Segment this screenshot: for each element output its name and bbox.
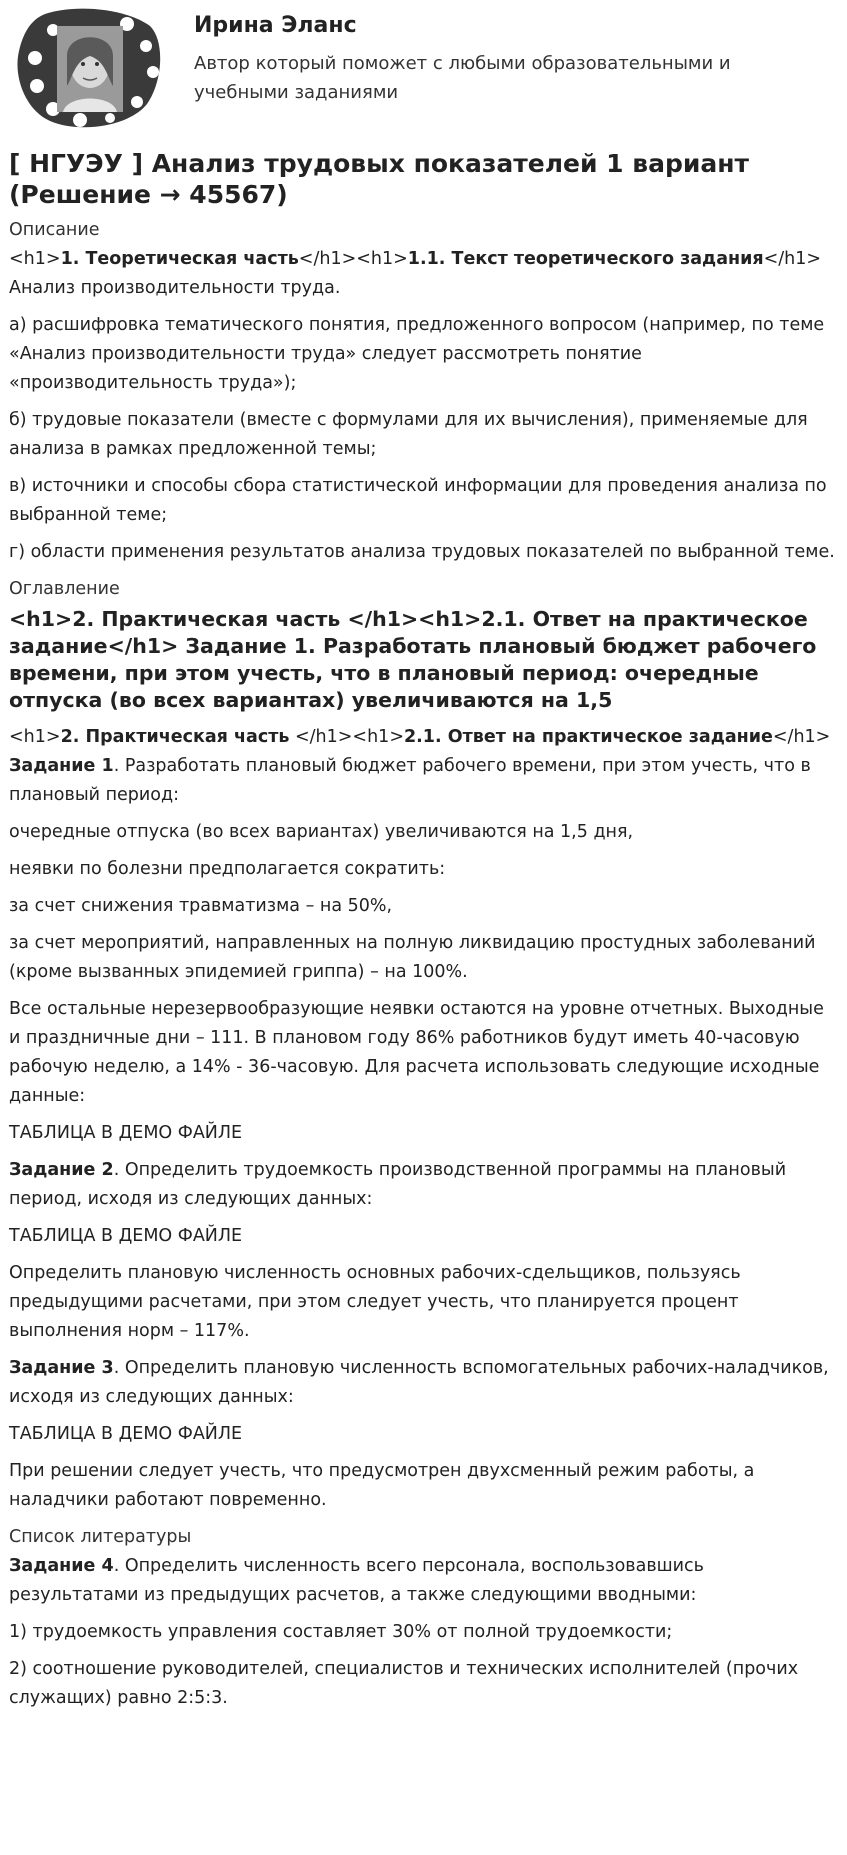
tag-text: </h1><h1>: [298, 249, 408, 269]
task-label: Задание 3: [9, 1358, 114, 1378]
literature-label: Список литературы: [9, 1527, 192, 1547]
author-block: [9, 0, 838, 140]
task-3: [9, 1354, 838, 1412]
task-3-item: При решении следует учесть, что предусмотрен двухсменный режим работы, а наладчики работают повременно.: [9, 1461, 755, 1510]
task-text: . Определить численность всего персонала, воспользовавшись результатами из предыдущих расчетов, а также следующими вводными:: [9, 1556, 704, 1605]
tag-text: </h1>: [772, 727, 831, 747]
table-placeholder: ТАБЛИЦА В ДЕМО ФАЙЛЕ: [9, 1123, 243, 1143]
task-1-item: за счет мероприятий, направленных на полную ликвидацию простудных заболеваний (кроме вызванных эпидемией гриппа) – на 100%.: [9, 933, 816, 982]
author-name[interactable]: Ирина Эланс: [194, 13, 357, 38]
task-1-item: очередные отпуска (во всех вариантах) увеличиваются на 1,5 дня,: [9, 822, 634, 842]
task-4-item: 2) соотношение руководителей, специалистов и технических исполнителей (прочих служащих) равно 2:5:3.: [9, 1659, 799, 1708]
tag-text: <h1>: [9, 727, 61, 747]
description-label: Описание: [9, 220, 100, 240]
table-placeholder: ТАБЛИЦА В ДЕМО ФАЙЛЕ: [9, 1424, 243, 1444]
task-2-item: Определить плановую численность основных рабочих-сдельщиков, пользуясь предыдущими расчетами, при этом следует учесть, что планируется процент выполнения норм – 117%.: [9, 1263, 741, 1341]
heading-bold: 2.1. Ответ на практическое задание: [403, 727, 773, 747]
task-text: . Определить трудоемкость производственной программы на плановый период, исходя из следующих данных:: [9, 1160, 787, 1209]
tag-text: <h1>: [9, 249, 61, 269]
author-avatar: [15, 6, 163, 132]
tag-text: </h1><h1>: [289, 727, 404, 747]
description-heading: [9, 245, 838, 274]
task-4: [9, 1552, 838, 1610]
task-1: [9, 752, 838, 810]
practical-heading: [9, 723, 838, 752]
heading-bold: 1.1. Текст теоретического задания: [407, 249, 764, 269]
task-2: [9, 1156, 838, 1214]
heading-bold: 2. Практическая часть: [60, 727, 290, 747]
description-item: а) расшифровка тематического понятия, предложенного вопросом (например, по теме «Анализ производительности труда» следует рассмотреть понятие «производительность труда»);: [9, 315, 825, 393]
task-label: Задание 4: [9, 1556, 114, 1576]
table-placeholder: ТАБЛИЦА В ДЕМО ФАЙЛЕ: [9, 1226, 243, 1246]
task-1-item: за счет снижения травматизма – на 50%,: [9, 896, 393, 916]
task-text: . Определить плановую численность вспомогательных рабочих-наладчиков, исходя из следующих данных:: [9, 1358, 829, 1407]
description-item: г) области применения результатов анализа трудовых показателей по выбранной теме.: [9, 542, 835, 562]
task-label: Задание 2: [9, 1160, 114, 1180]
description-topic: Анализ производительности труда.: [9, 278, 341, 298]
author-description: Автор который поможет с любыми образовательными и учебными заданиями: [194, 53, 731, 103]
task-label: Задание 1: [9, 756, 114, 776]
description-item: в) источники и способы сбора статистической информации для проведения анализа по выбранной теме;: [9, 476, 827, 525]
toc-label: Оглавление: [9, 579, 120, 599]
task-1-item: неявки по болезни предполагается сократить:: [9, 859, 446, 879]
task-4-item: 1) трудоемкость управления составляет 30% от полной трудоемкости;: [9, 1622, 673, 1642]
tag-text: </h1>: [763, 249, 822, 269]
description-item: б) трудовые показатели (вместе с формулами для их вычисления), применяемые для анализа в рамках предложенной темы;: [9, 410, 808, 459]
document-title: [ НГУЭУ ] Анализ трудовых показателей 1 вариант (Решение → 45567): [9, 149, 750, 209]
task-1-item: Все остальные нерезервообразующие неявки остаются на уровне отчетных. Выходные и праздничные дни – 111. В плановом году 86% работников будут иметь 40-часовую рабочую неделю, а 14% - 36-часовую. Для расчета использовать следующие исходные данные:: [9, 999, 824, 1106]
heading-bold: 1. Теоретическая часть: [60, 249, 299, 269]
toc-heading: <h1>2. Практическая часть </h1><h1>2.1. Ответ на практическое задание</h1> Задание 1. Разработать плановый бюджет рабочего времени, при этом учесть, что в плановый период: очередные отпуска (во всех вариантах) увеличиваются на 1,5: [9, 607, 817, 712]
task-text: . Разработать плановый бюджет рабочего времени, при этом учесть, что в плановый период:: [9, 756, 811, 805]
